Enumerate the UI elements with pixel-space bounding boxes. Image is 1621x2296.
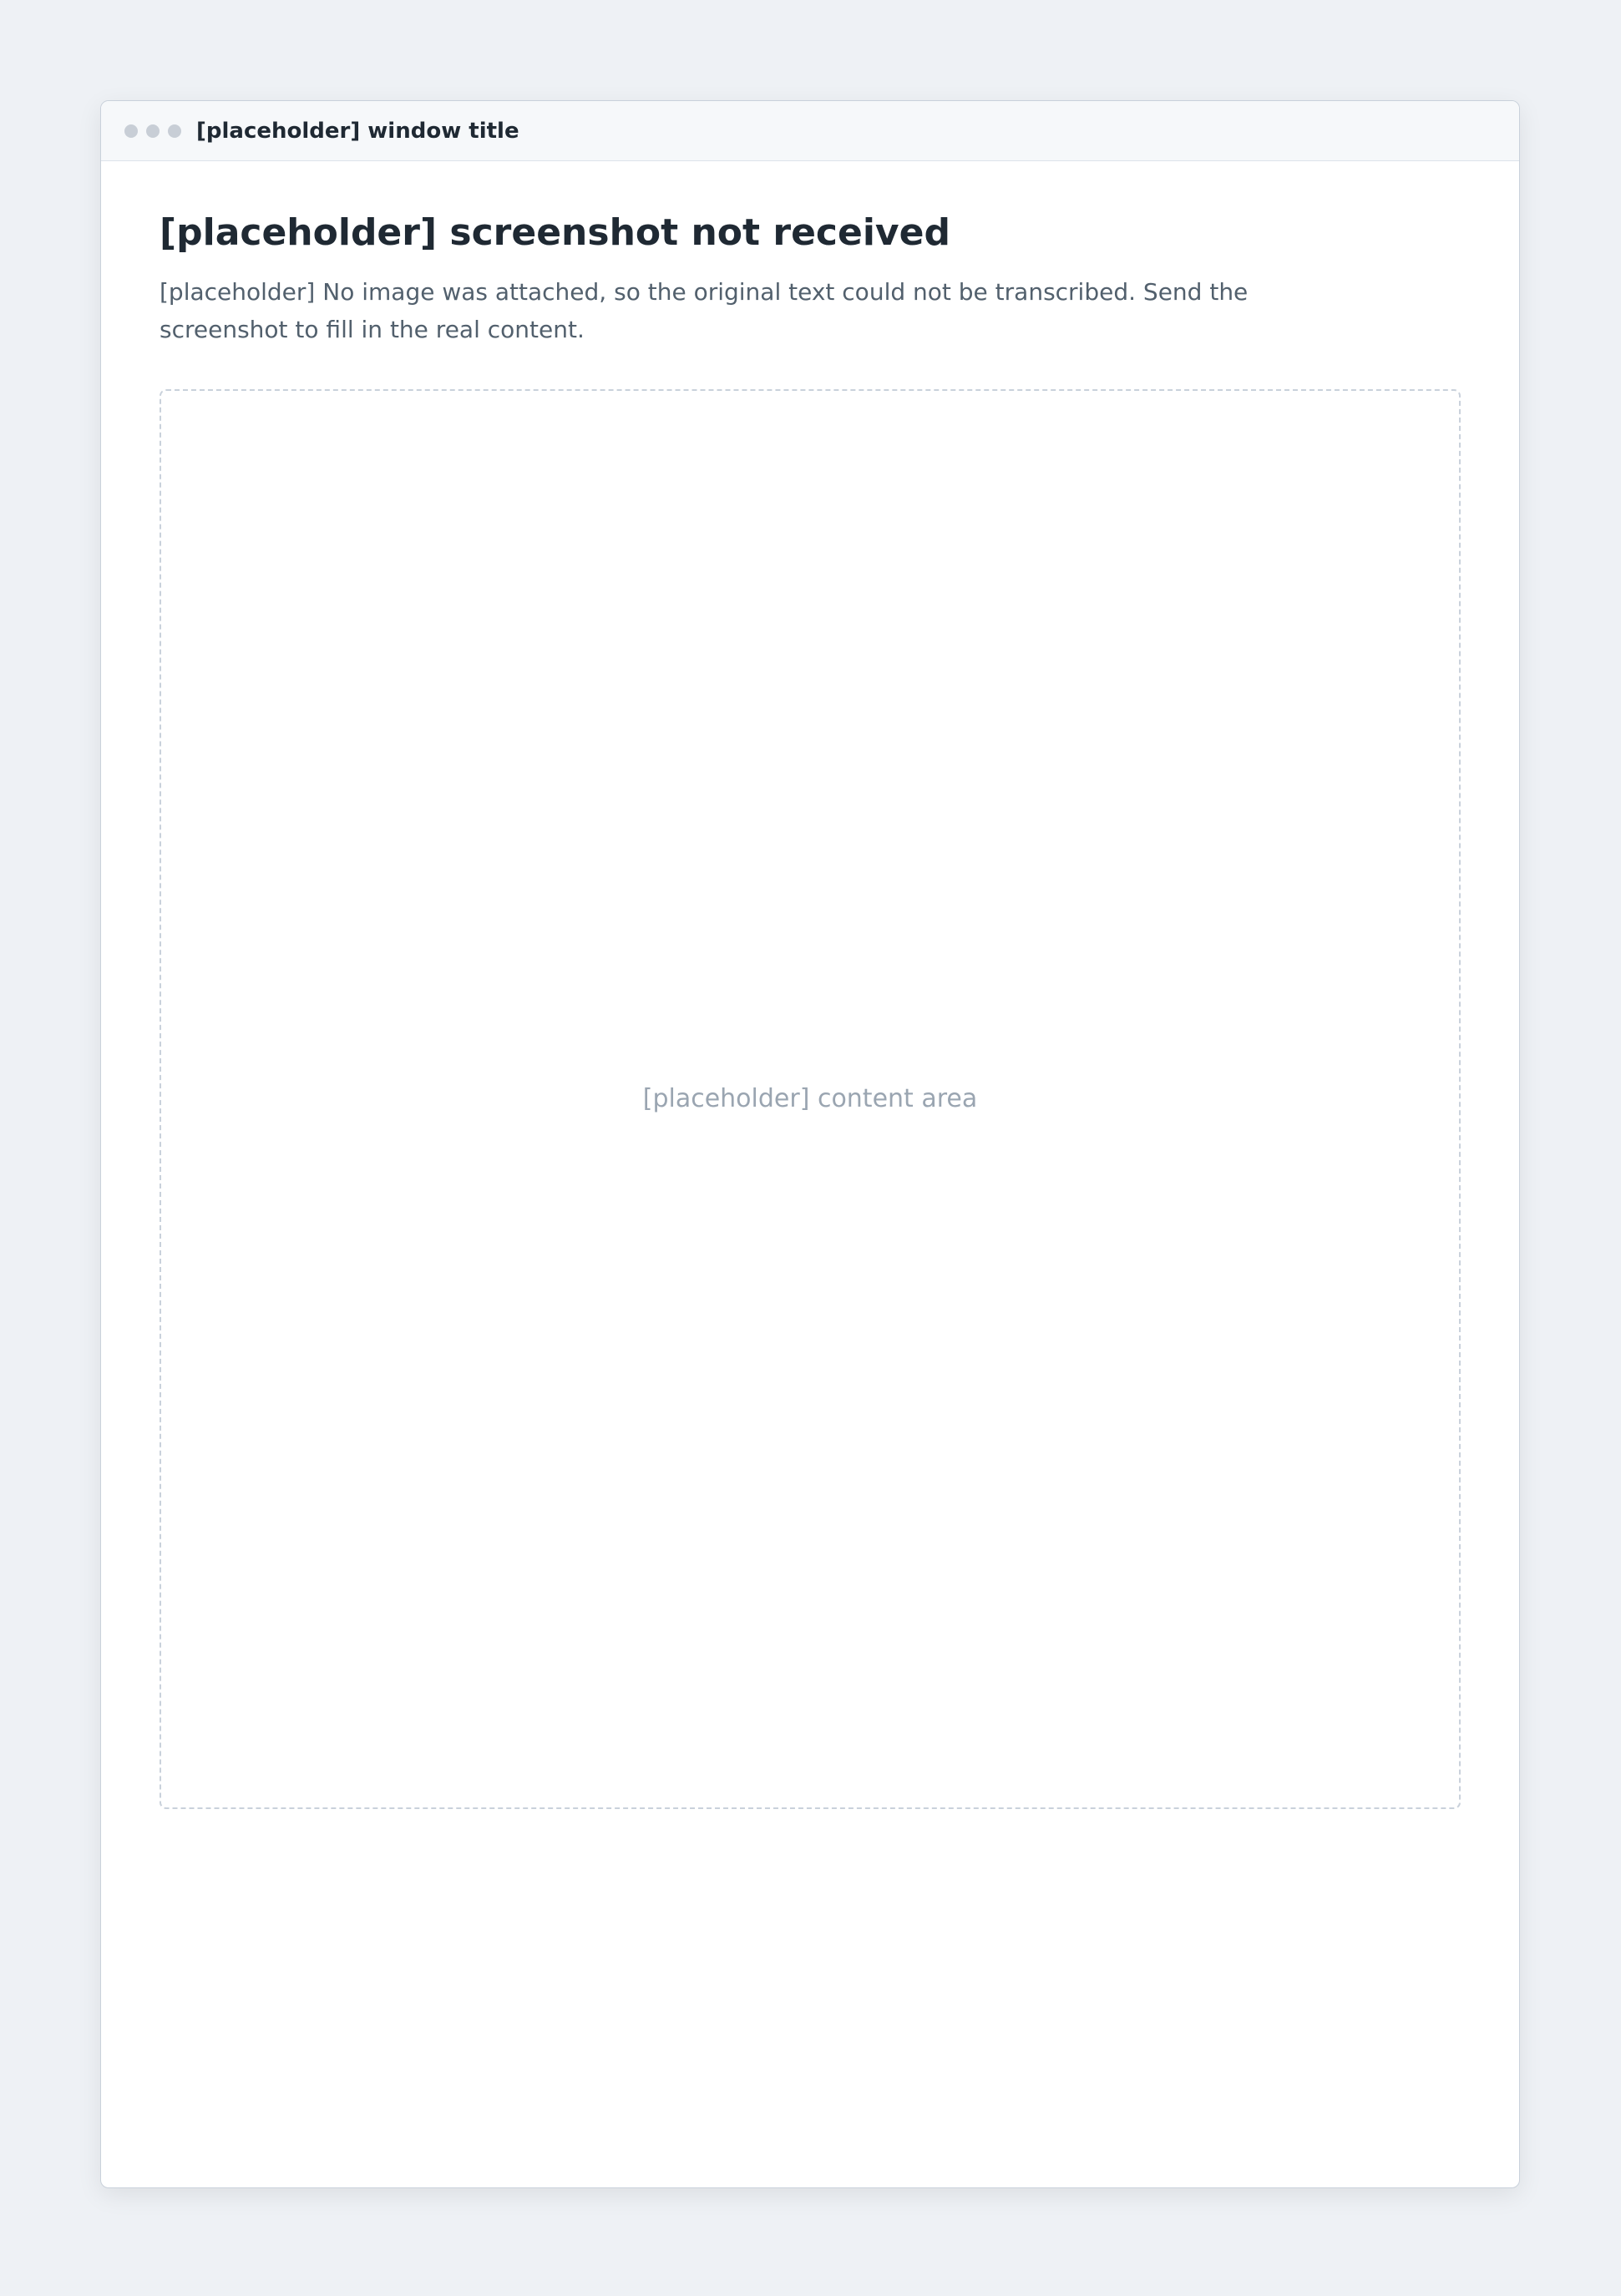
content-panel (160, 389, 1461, 1809)
window-controls (124, 124, 181, 138)
minimize-window-button[interactable] (146, 124, 160, 138)
title-bar (101, 101, 1519, 161)
page-title: [placeholder] screenshot not received (160, 211, 950, 254)
maximize-window-button[interactable] (168, 124, 181, 138)
content-panel-label: [placeholder] content area (642, 1084, 978, 1114)
close-window-button[interactable] (124, 124, 138, 138)
app-window (100, 100, 1520, 2188)
placeholder-note: [placeholder] No image was attached, so the original text could not be transcribed. Send the screenshot to fill in the real content. (160, 278, 1249, 343)
window-title: [placeholder] window title (196, 118, 519, 144)
main-content (101, 161, 1519, 1859)
